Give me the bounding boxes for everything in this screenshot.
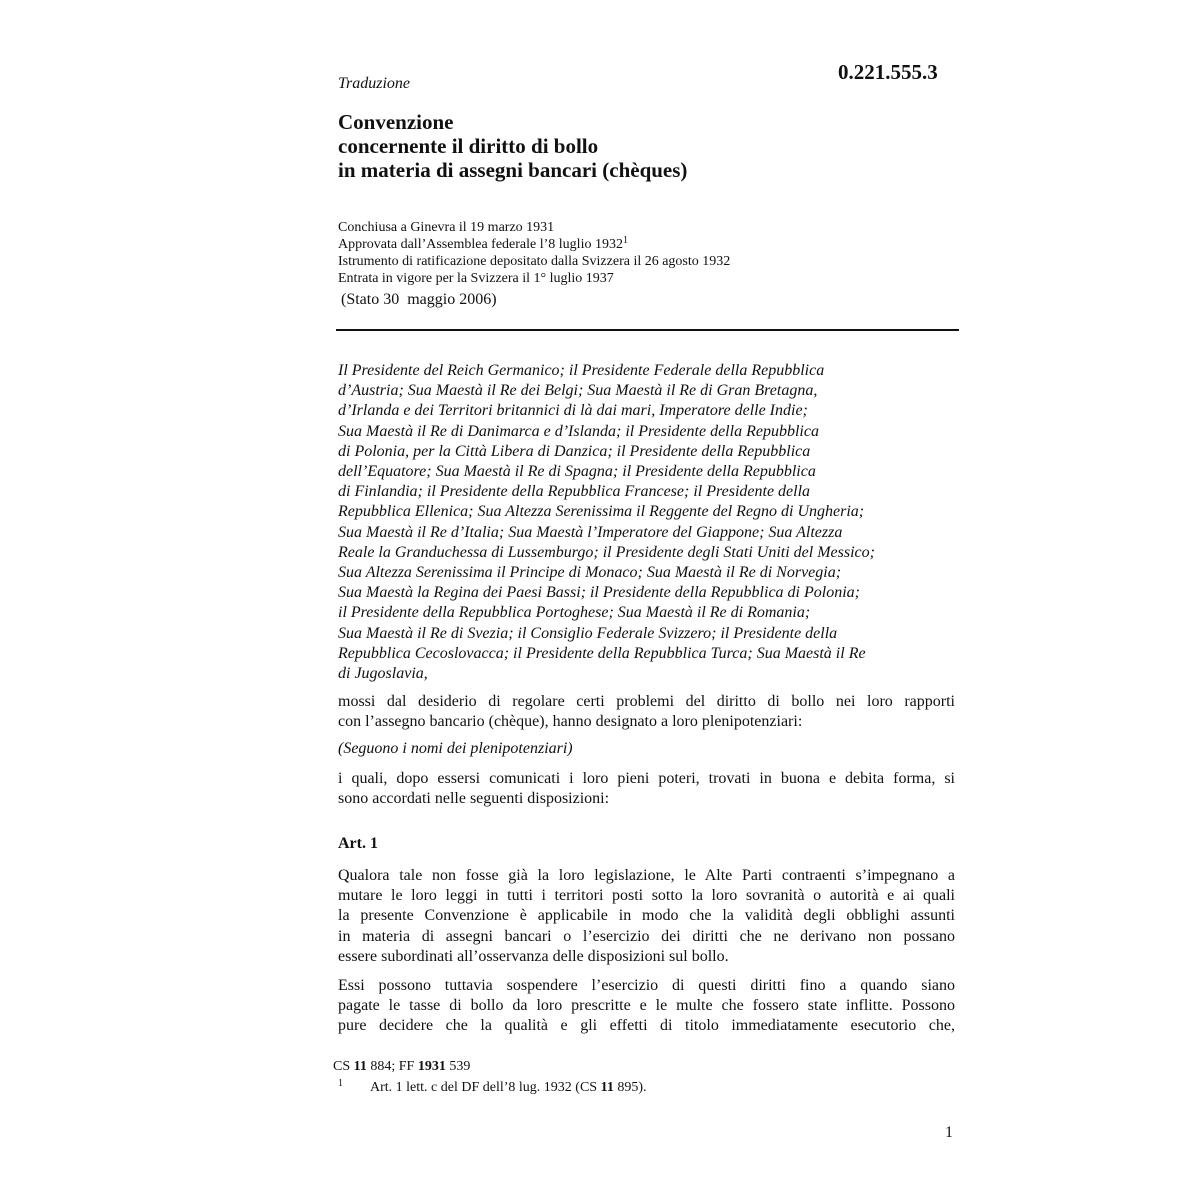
body-line: sono accordati nelle seguenti disposizioni: (338, 789, 610, 807)
footnote-text-end: 895). (613, 1080, 647, 1095)
entry-into-force-date: Entrata in vigore per la Svizzera il 1° luglio 1937 (338, 271, 614, 286)
ff-year: 1931 (417, 1059, 446, 1074)
cs-page: 884; FF (366, 1059, 418, 1074)
body-line: essere subordinati all’osservanza delle disposizioni sul bollo. (338, 947, 729, 965)
preamble-line: di Jugoslavia, (338, 665, 428, 683)
concluded-date: Conchiusa a Ginevra il 19 marzo 1931 (338, 220, 555, 235)
preamble-line: il Presidente della Repubblica Portoghese; Sua Maestà il Re di Romania; (338, 604, 811, 622)
body-line: Qualora tale non fosse già la loro legislazione, le Alte Parti contraenti s’impegnano a (338, 867, 955, 884)
body-line: pure decidere che la qualità e gli effetti di titolo immediatamente esecutorio che, (338, 1017, 955, 1034)
preamble-line: Sua Maestà il Re di Svezia; il Consiglio Federale Svizzero; il Presidente della (338, 624, 838, 642)
preamble-line: dell’Equatore; Sua Maestà il Re di Spagna; il Presidente della Repubblica (338, 463, 816, 481)
cs-volume: 11 (353, 1059, 367, 1074)
preamble-line: di Finlandia; il Presidente della Repubblica Francese; il Presidente della (338, 483, 811, 501)
article-paragraph (338, 866, 955, 967)
approval-date (338, 236, 938, 253)
body-line: la presente Convenzione è applicabile in modo che la validità degli obblighi assunti (338, 907, 955, 925)
body-line: Essi possono tuttavia sospendere l’esercizio di questi diritti fino a quando siano (338, 977, 955, 994)
header-divider (336, 329, 959, 331)
preamble-line: Il Presidente del Reich Germanico; il Presidente Federale della Repubblica (338, 362, 825, 379)
plenipotentiaries-note: (Seguono i nomi dei plenipotenziari) (338, 740, 573, 757)
preamble-line: Sua Maestà la Regina dei Paesi Bassi; il Presidente della Repubblica di Polonia; (338, 584, 860, 602)
title-line: in materia di assegni bancari (chèques) (338, 158, 688, 182)
approval-text: Approvata dall’Assemblea federale l’8 luglio 1932 (338, 237, 623, 252)
cs-prefix: CS (333, 1059, 354, 1074)
preamble-line: Sua Maestà il Re di Danimarca e d’Islanda; il Presidente della Repubblica (338, 422, 819, 440)
preamble-line: Repubblica Cecoslovacca; il Presidente della Repubblica Turca; Sua Maestà il Re (338, 644, 866, 662)
title-line: Convenzione (338, 110, 454, 134)
preamble-accord (338, 769, 955, 808)
preamble-line: d’Austria; Sua Maestà il Re dei Belgi; Sua Maestà il Re di Gran Bretagna, (338, 382, 818, 400)
ff-page: 539 (445, 1059, 471, 1074)
body-line: i quali, dopo essersi comunicati i loro pieni poteri, trovati in buona e debita forma, si (338, 770, 955, 787)
preamble-line: d’Irlanda e dei Territori britannici di là dai mari, Imperatore delle Indie; (338, 402, 808, 420)
preamble-line: Reale la Granduchessa di Lussemburgo; il Presidente degli Stati Uniti del Messico; (338, 543, 875, 561)
body-line: mossi dal desiderio di regolare certi problemi del diritto di bollo nei loro rapporti (338, 693, 955, 710)
translation-label: Traduzione (338, 75, 411, 92)
preamble-parties (338, 361, 958, 684)
title-line: concernente il diritto di bollo (338, 134, 599, 158)
footnote-reference[interactable]: 1 (622, 235, 628, 246)
page-number: 1 (945, 1124, 953, 1141)
status-date: (Stato 30 maggio 2006) (341, 291, 497, 308)
body-line: in materia di assegni bancari o l’esercizio dei diritti che ne derivano non possano (338, 927, 955, 945)
footnote-volume: 11 (600, 1080, 614, 1095)
footnote: 1 Art. 1 lett. c del DF dell’8 lug. 1932 (CS 11 895). (338, 1078, 647, 1095)
article-heading: Art. 1 (338, 835, 378, 852)
document-metadata (338, 219, 938, 287)
preamble-motive (338, 692, 955, 731)
body-line: mutare le loro leggi in tutti i territori posti sotto la loro sovranità o autorità e ai quali (338, 887, 955, 905)
preamble-line: Sua Maestà il Re d’Italia; Sua Maestà l’Imperatore del Giappone; Sua Altezza (338, 523, 843, 541)
preamble-line: di Polonia, per la Città Libera di Danzica; il Presidente della Repubblica (338, 442, 811, 460)
article-paragraph (338, 976, 955, 1036)
sr-number: 0.221.555.3 (838, 60, 938, 84)
body-line: con l’assegno bancario (chèque), hanno designato a loro plenipotenziari: (338, 712, 803, 730)
footnote-text: Art. 1 lett. c del DF dell’8 lug. 1932 (CS (370, 1080, 601, 1095)
preamble-line: Sua Altezza Serenissima il Principe di Monaco; Sua Maestà il Re di Norvegia; (338, 564, 842, 582)
document-title (338, 110, 938, 182)
preamble-line: Repubblica Ellenica; Sua Altezza Serenissima il Reggente del Regno di Ungheria; (338, 503, 865, 521)
ratification-date: Istrumento di ratificazione depositato dalla Svizzera il 26 agosto 1932 (338, 254, 731, 269)
body-line: pagate le tasse di bollo da loro prescritte e le multe che fossero state inflitte. Possono (338, 997, 955, 1014)
source-reference (333, 1059, 470, 1075)
